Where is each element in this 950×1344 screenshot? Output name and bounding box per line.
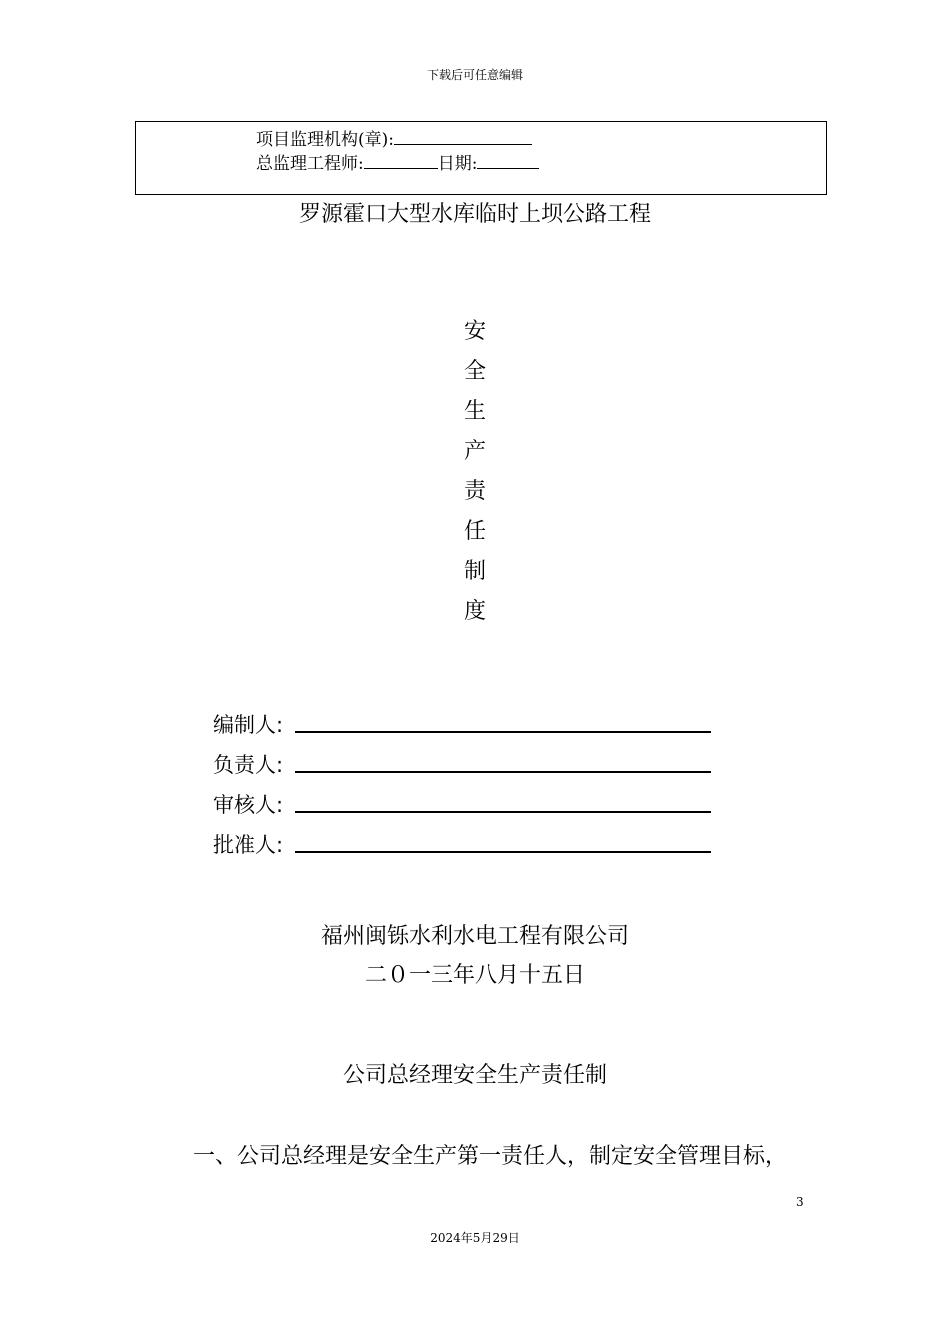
section-title: 公司总经理安全生产责任制 — [342, 1063, 607, 1088]
supervision-date-blank — [477, 152, 539, 169]
reviewer-row — [213, 789, 283, 819]
title-char: 生 — [463, 399, 486, 424]
compiler-label: 编制人: — [213, 713, 284, 737]
compiler-signature-line — [295, 731, 711, 733]
document-title-vertical — [0, 312, 950, 632]
company-name: 福州闽铄水利水电工程有限公司 — [320, 924, 629, 949]
supervision-date-label: 日期: — [437, 154, 478, 174]
responsible-row — [213, 749, 283, 779]
issue-date: 二０一三年八月十五日 — [364, 963, 585, 988]
title-char: 全 — [463, 359, 486, 384]
reviewer-label: 审核人: — [213, 793, 284, 817]
header-note: 下载后可任意编辑 — [426, 68, 523, 82]
supervision-org-blank — [394, 128, 532, 145]
title-char: 任 — [463, 519, 486, 544]
chief-engineer-blank — [364, 152, 438, 169]
title-char: 产 — [463, 439, 486, 464]
approver-signature-line — [295, 851, 711, 853]
footer-date: 2024年5月29日 — [430, 1231, 520, 1245]
chief-engineer-label: 总监理工程师: — [256, 154, 364, 174]
title-char: 度 — [463, 599, 486, 624]
title-char: 制 — [463, 559, 486, 584]
project-title: 罗源霍口大型水库临时上坝公路工程 — [298, 202, 651, 227]
supervision-org-line — [256, 125, 532, 150]
title-char: 安 — [463, 319, 486, 344]
approver-row — [213, 829, 283, 859]
body-paragraph: 一、公司总经理是安全生产第一责任人，制定安全管理目标， — [193, 1144, 788, 1169]
compiler-row — [213, 709, 283, 739]
page-number: 3 — [796, 1195, 804, 1209]
approver-label: 批准人: — [213, 833, 284, 857]
supervision-box — [135, 121, 827, 195]
supervision-org-label: 项目监理机构(章): — [256, 130, 394, 150]
reviewer-signature-line — [295, 811, 711, 813]
responsible-label: 负责人: — [213, 753, 284, 777]
supervision-chief-line — [256, 149, 539, 174]
title-char: 责 — [463, 479, 486, 504]
responsible-signature-line — [295, 771, 711, 773]
